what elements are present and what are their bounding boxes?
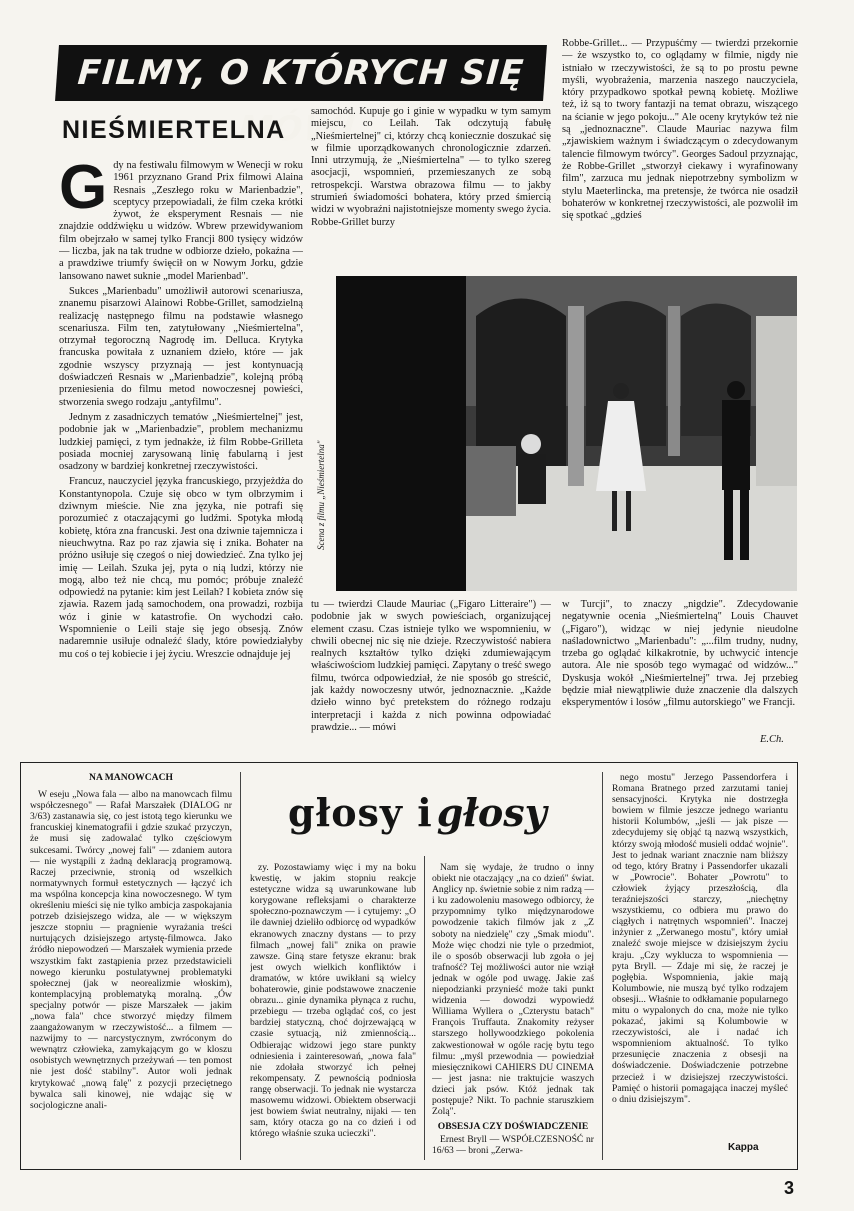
paragraph: zy. Pozostawiamy więc i my na boku kwestię, w jakim stopniu reakcje estetyczne widza są uwarunkowane lub korygowane refleksjami o charakterze społeczno-poznawczym — i cytujemy: „O ile dawniej dzieliło odbiorcę od wypadków ekranowych znaczny dystans — to przy filmach „nowej fali" znika on prawie zawsze. Giną stare fetysze ekranu: brak jest owych wielkich konfliktów i dramatów, w które uwikłani są wielcy bohaterowie, ginie podstawowe znaczenie obrazu... ginie dynamika płynąca z ruchu, przebiegu — trzeba oglądać coś, co jest bardziej statyczną, choć dojrzewającą w czasie sytuacją, niż zmiennością... Odbierając widzowi jego stare punkty odniesienia i zainteresowań, „nowa fala" nie zdołała stworzyć ich pełnej rekompensaty. Z pewnością podniosła rangę obserwacji. To jednak nie wystarcza masowemu widzowi. Obiektem obserwacji jest bowiem świat neutralny, nijaki — ten sam, który otacza go na co dzień i od którego właśnie szuka ucieczki".	[250, 862, 416, 1140]
paragraph: tu — twierdzi Claude Mauriac („Figaro Litteraire") — podobnie jak w swych powieściach, organizującej element czasu. Czas istnieje tylko we wspomnieniu, w chwili obecnej nic się nie dzieje. Rzeczywistość nabiera realnych kształtów tylko dzięki zdumiewającym właściwościom ludzkiej pamięci. Zapytany o treść swego filmu, twórca odpowiedział, że nie sposób go streścić, jak każdy nowoczesny utwór, jednoznacznie. „Każde dzieło winno być pretekstem do różnego rodzaju interpretacji i każda z nich powinna odpowiadać prawdzie... — mówi	[311, 599, 551, 733]
paragraph: Jednym z zasadniczych tematów „Nieśmiertelnej" jest, podobnie jak w „Marienbadzie", problem mechanizmu ludzkiej pamięci, z tym jednakże, iż film Robbe-Grilleta posiada mocniej zarysowaną linię fabularną i jest osadzony w bardziej konkretnej rzeczywistości.	[59, 411, 303, 473]
article-column-3-bottom	[562, 599, 798, 729]
box-column-1	[30, 772, 232, 1157]
paragraph: Robbe-Grillet... — Przypuśćmy — twierdzi przekornie — że wszystko to, co oglądamy w filmie, nigdy nie istniało w rzeczywistości, że są to po prostu pewne myśli, wyobrażenia, marzenia naszego nauczyciela, który przypadkowo spotkał pewną kobietę. Możliwe też, iż są to twory fantazji na temat obrazu, wiszącego na ścianie w jego pokoju..." Ale oceny krytyków też nie są „jednoznaczne". Claude Mauriac nazywa film „zjawiskiem ważnym i świadczącym o zdecydowanym talencie filmowym twórcy". Georges Sadoul przyznając, że Robbe-Grillet „stworzył ciekawy i wyrafinowany film", zarzuca mu jednak niepotrzebny symbolizm w stylu Maeterlincka, ma pretensje, że twórca nie osadził bohaterów w konkretnej rzeczywistości, ale pozwolił im się spotkać „gdzieś	[562, 38, 798, 222]
glosy-title-left: głosy i	[288, 790, 433, 835]
glosy-title	[288, 790, 582, 846]
box-column-2	[250, 862, 416, 1157]
article-column-2-bottom	[311, 599, 551, 749]
box-column-3	[432, 862, 594, 1157]
paragraph: Sukces „Marienbadu" umożliwił autorowi scenariusza, znanemu pisarzowi Alainowi Robbe-Grillet, samodzielną realizację następnego filmu na podstawie własnego scenariusza. Film ten, zatytułowany „Nieśmiertelna", otrzymał tegoroczną Nagrodę im. Delluca. Krytyka francuska powitała z uznaniem dzieło, które — jak zgodnie wszyscy przyznają — jest kontynuacją doświadczeń Resnais w „Marienbadzie", kolejną próbą przeniesienia do filmu metod nowoczesnej powieści, stworzenia swego rodzaju „antyfilmu".	[59, 285, 303, 408]
article-column-2-top	[311, 106, 551, 274]
article-signature: E.Ch.	[760, 734, 784, 745]
film-still-illustration	[336, 276, 797, 591]
article-column-3-top	[562, 38, 798, 274]
box-heading: NA MANOWCACH	[89, 772, 173, 783]
drop-cap: G	[59, 160, 108, 222]
column-divider	[424, 856, 425, 1160]
paragraph: samochód. Kupuje go i ginie w wypadku w tym samym miejscu, co Leilah. Tak odczytują fabułę „Nieśmiertelnej" ci, którzy chcą koniecznie doszukać się w filmie uporządkowanych chronologicznie zdarzeń. Inni utrzymują, że „Nieśmiertelna" — to tylko szereg asocjacji, wspomnień, przemieszanych ze sobą retrospekcji. Warstwa obrazowa filmu — to jakby strumień świadomości bohatera, który przed śmiercią widzi w wyobraźni najistotniejsze momenty swego życia. Robbe-Grillet burzy	[311, 106, 551, 228]
paragraph: W eseju „Nowa fala — albo na manowcach filmu współczesnego" — Rafał Marszałek (DIALOG nr 3/63) zastanawia się, co jest istotą tego kierunku we francuskiej kinematografii i gdzie szukać przyczyn, że musi się zadowalać tylko częściowym sukcesami. Twórcy „nowej fali" — zdaniem autora — nie wystąpili z żadną deklaracją programową. Raczej przeciwnie, stronią od wszelkich normatywnych formuł estetycznych — łączyć ich ma wspólna koncepcja kina nowoczesnego. W tym określeniu mieści się nie tylko ambicja zaspokajania potrzeb dzisiejszego widza, ale — w większym jeszcze stopniu — pragnienie wyrażania treści nurtujących dzisiejszego artystę-filmowca. Jako źródło niepowodzeń — Marszałek wymienia przede wszystkim fakt zastąpienia przez przedstawicieli nowego kierunku postulatywnej problematyki społecznej (jak w neorealizmie włoskim), kontemplacyjną problematyką moralną. „Ów specjalny potwór — pisze Marszałek — jakim „nowa fala" chce stworzyć między filmem zaangażowanym w rzeczywistość... a filmem — nazwijmy to — narcystycznym, zwróconym do wewnątrz człowieka, zamykającym go w kloszu osobistych wewnętrznych przeżywań — ten pomost nie jest dość stabilny". Autor woli jednak krytykować „nową falę" z pozycji przeciętnego bywalca sali kinowej, nie wdając się w socjologiczne anali-	[30, 789, 232, 1111]
box-column-4	[612, 772, 788, 1138]
column-divider	[602, 772, 603, 1160]
section-banner: FILMY, O KTÓRYCH SIĘ MÓWI	[55, 45, 547, 101]
paragraph: w Turcji", to znaczy „nigdzie". Zdecydowanie negatywnie ocenia „Nieśmiertelną" Louis Chauvet („Figaro"), widząc w niej jedynie nieudolne naśladownictwo „Marienbadu": „...film trudny, nudny, trzeba go oglądać kilkakrotnie, by uchwycić intencje autora. Ale nie sposób tego wymagać od widzów..." Dyskusja wokół „Nieśmiertelnej" trwa. Jej przebieg będzie miał niewątpliwie duże znaczenie dla dalszych eksperymentów i losów „filmu autorskiego" we Francji.	[562, 599, 798, 709]
paragraph: dy na festiwalu filmowym w Wenecji w roku 1961 przyznano Grand Prix filmowi Alaina Resnais „Zeszłego roku w Marienbadzie", sceptycy przepowiadali, że film czeka krótki żywot, że eksperyment Resnais — nie znajdzie oddźwięku u widzów. Wbrew przewidywaniom film obejrzało w samej tylko Francji 800 tysięcy widzów — liczba, jak na tak trudne w odbiorze dzieło, pokaźna — a prawdziwe triumfy święcił on w Nowym Jorku, gdzie lansowano nawet suknie „model Marienbad".	[59, 160, 303, 282]
film-still-photo	[336, 276, 797, 591]
box-signature: Kappa	[728, 1142, 759, 1153]
glosy-title-right: głosy	[436, 790, 547, 835]
paragraph: Ernest Bryll — WSPÓŁCZESNOŚĆ nr 16/63 — broni „Zerwa-	[432, 1134, 594, 1157]
paragraph: Nam się wydaje, że trudno o inny obiekt nie otaczający „na co dzień" świat. Anglicy np. świetnie sobie z nim radzą — i ku zadowoleniu masowego odbiorcy, że przypomnimy tylko międzynarodowe powodzenie takich filmów jak z „Z soboty na niedzielę" czy „Smak miodu". Może więc chodzi nie tyle o przedmiot, ile o sposób obserwacji lub zgoła o jej trafność? Tej możliwości autor nie wziął jednak w ogóle pod uwagę. Jakie zaś niepodzianki przynieść może taki punkt widzenia — dowodzi wypowiedź Williama Wyllera o „Czterystu batach" François Truffauta. Znakomity reżyser starszego hollywoodzkiego pokolenia zakwestionował w ogóle rację bytu tego filmu: „myśl przewodnia — powiedział miesięcznikowi CAHIERS DU CINEMA — jest jasna: nie traktujcie waszych dzieci jak psów. Któż jednak tak postępuje? Nikt. To pachnie staruszkiem Zolą".	[432, 862, 594, 1118]
article-headline: NIEŚMIERTELNA	[62, 116, 286, 144]
page-number: 3	[784, 1178, 795, 1198]
paragraph: nego mostu" Jerzego Passendorfera i Romana Bratnego przed zarzutami taniej sensacyjności. Krytyka nie dostrzegła bowiem w filmie jeszcze jednego wariantu historii Kolumbów, „jeśli — jak pisze — zdecydujemy się objąć tą nazwą wszystkich, którzy swoją młodość musieli oddać wojnie". Jest to jednak wariant znacznie nam bliższy od tego, który Bratny i Passendorfer ukazali w „Powrocie". Bohater „Powrotu" to człowiek żyjący przeszłością, dla teraźniejszości starczy, „niechętny wszystkiemu, co odbiera mu prawo do ciągłych i natrętnych wspomnień". Inaczej inżynier z „Zerwanego mostu", który umiał znaleźć swoje miejsce w dzisiejszym życiu kraju. „Czy wyklucza to wspomnienia — pyta Bryll. — Zdaje mi się, że raczej je pogłębia. Wspomnienia, jakie mają Kolumbowie, nie muszą być tylko rodzajem obsesji... Właśnie to odkłamanie popularnego mitu o wypalonych do cna, może nie tylko pokazać, jakimi są Kolumbowie w rzeczywistości, ale i nadać ich wspomnieniom aktualność. To tylko przesunięcie znaczenia z obsesji na doświadczenie. Doświadczenie potrzebne przecież i w dzisiejszej rzeczywistości. Pamięć o historii pomagająca inaczej myśleć o dniu dzisiejszym".	[612, 772, 788, 1105]
paragraph: Francuz, nauczyciel języka francuskiego, przyjeżdża do Konstantynopola. Czuje się obco w tym olbrzymim i dziwnym mieście. Nie zna języka, nie potrafi się porozumieć z otaczającymi go ludźmi. Spotyka młodą kobietę, która zna francuski. Jest ona dziwnie tajemnicza i nieuchwytna. Raz po raz zjawia się i znika. Bohater na próżno usiłuje się czegoś o niej dowiedzieć. Zna tylko jej imię — Leilah. Szuka jej, pyta o nią ludzi, którzy nie mogą, albo też nie chcą, mu pomóc; próbuje znaleźć odpowiedź na pytanie: kim jest Leilah? I kobieta znów się zjawia. Razem jadą samochodem, ona prowadzi, rozbija wóz i ginie w katastrofie. On wychodzi cało. Wspomnienie o Leili staje się jego obsesją. Znów nadaremnie usiłuje odnaleźć ślady, które powiedziałyby mu coś o tej kobiecie i jej życiu. Wreszcie odnajduje jej	[59, 476, 303, 660]
box-heading: OBSESJA CZY DOŚWIADCZENIE	[437, 1121, 589, 1133]
photo-caption: Scena z filmu „Nieśmiertelna"	[316, 440, 326, 550]
article-column-1	[59, 160, 303, 750]
column-divider	[240, 772, 241, 1160]
